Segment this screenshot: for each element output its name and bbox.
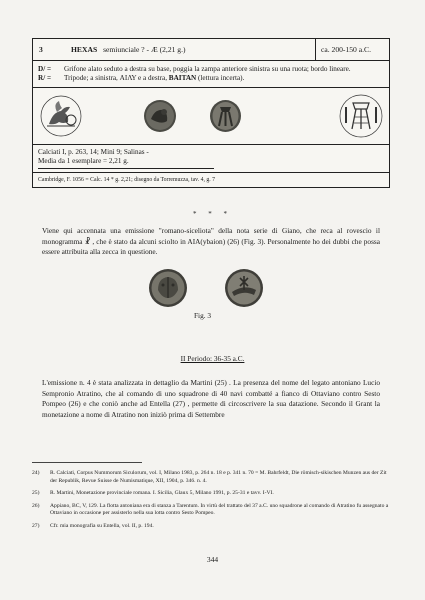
reference-citations: Calciati I, p. 263, 14; Minì 9; Salinas - xyxy=(38,148,149,156)
footnote: 25) R. Martini, Monetazione provinciale romana. I. Sicilia, Glaux 5, Milano 1991, p. 25-31 e tavv. I-VI. xyxy=(32,490,274,497)
reverse-label: R/ = xyxy=(38,74,52,82)
footnote: 24) R. Calciati, Corpus Nummorum Siculorum, vol. I, Milano 1983, p. 264 n. 18 e p. 341 n. 70 = M. Bahrfeldt, Die römisch-sikischen Munzen aus der Zit der Republik, Revue Suisse de Numismatique, XII, 1904, p. 346. n. 4. xyxy=(32,470,387,484)
coin-reverse-photo xyxy=(209,99,242,133)
footnote-divider xyxy=(32,462,142,463)
references-row xyxy=(33,145,389,173)
entry-number: 3 xyxy=(39,45,43,54)
footnote: 26) Appiano, BC, V, 129. La flotta antoniana era di stanza a Tarentum. In virtù del trattato del 37 a.C. uno squadrone al comando di Atratino fu assegnato a Ottaviano in occasione per assisterlo nella sua lotta contro Sesto Pompeo. xyxy=(32,502,389,517)
fig3-monogram-coin xyxy=(224,268,264,308)
figure-caption: Fig. 3 xyxy=(194,311,212,320)
footnote: 27) Cfr. mia monografia su Entella, vol. II, p. 194. xyxy=(32,522,154,529)
denomination: HEXAS xyxy=(71,45,98,54)
cambridge-note: Cambridge, F. 1056 = Calc. 14 * g. 2,21; disegno da Torremuzza, tav. 4, g. 7 xyxy=(38,177,216,183)
page-number: 344 xyxy=(206,555,219,564)
section-heading: II Periodo: 36-35 a.C. xyxy=(180,354,245,363)
griffin-drawing xyxy=(39,94,83,138)
reverse-text-note: (lettura incerta). xyxy=(198,74,245,82)
coin-description xyxy=(33,61,389,88)
paragraph-atratino: L'emissione n. 4 è stata analizzata in dettaglio da Martini (25) . La presenza del nome del legato antoniano Lucio Sempronio Atratino, che al comando di uno squadrone di 40 navi combatté a fianco di Ottaviano contro Sesto Pompeo (26) e che coniò anche ad Entella (27) , permette di circoscrivere la sua datazione. Secondo il Grant la monetazione a nome di Atratino non iniziò prima di Settembre xyxy=(42,378,380,419)
coin-images-row xyxy=(33,88,389,145)
average-weight: Media da 1 esemplare = 2,21 g. xyxy=(38,157,129,165)
paragraph-janus-series: Viene qui accennata una emissione "romano-siceliota" della nota serie di Giano, che reca al rovescio il monogramma ☧ , che è stato da alcuni sciolto in AIA(ybaion) (26) (Fig. 3). Personalmente ho dei dubbi che possa essere attribuita alla zecca in questione. xyxy=(42,226,380,256)
obverse-label: D/ = xyxy=(38,65,52,73)
fig3-janus-coin xyxy=(148,268,188,308)
catalog-header-row xyxy=(33,39,389,61)
coin-obverse-photo xyxy=(143,99,177,133)
reverse-legend: BAITAN xyxy=(168,74,197,82)
section-separator: * * * xyxy=(193,210,232,218)
denomination-detail: semiunciale ? - Æ (2,21 g.) xyxy=(103,45,186,54)
tripod-drawing xyxy=(339,93,383,139)
obverse-text: Grifone alato seduto a destra su base, poggia la zampa anteriore sinistra su una ruota; bordo lineare. xyxy=(64,65,351,73)
entry-date: ca. 200-150 a.C. xyxy=(315,39,389,60)
reverse-text: Tripode; a sinistra, ΑΙΛΥ e a destra, xyxy=(64,74,167,82)
catalog-entry-table xyxy=(32,38,390,188)
footnotes xyxy=(32,470,392,536)
